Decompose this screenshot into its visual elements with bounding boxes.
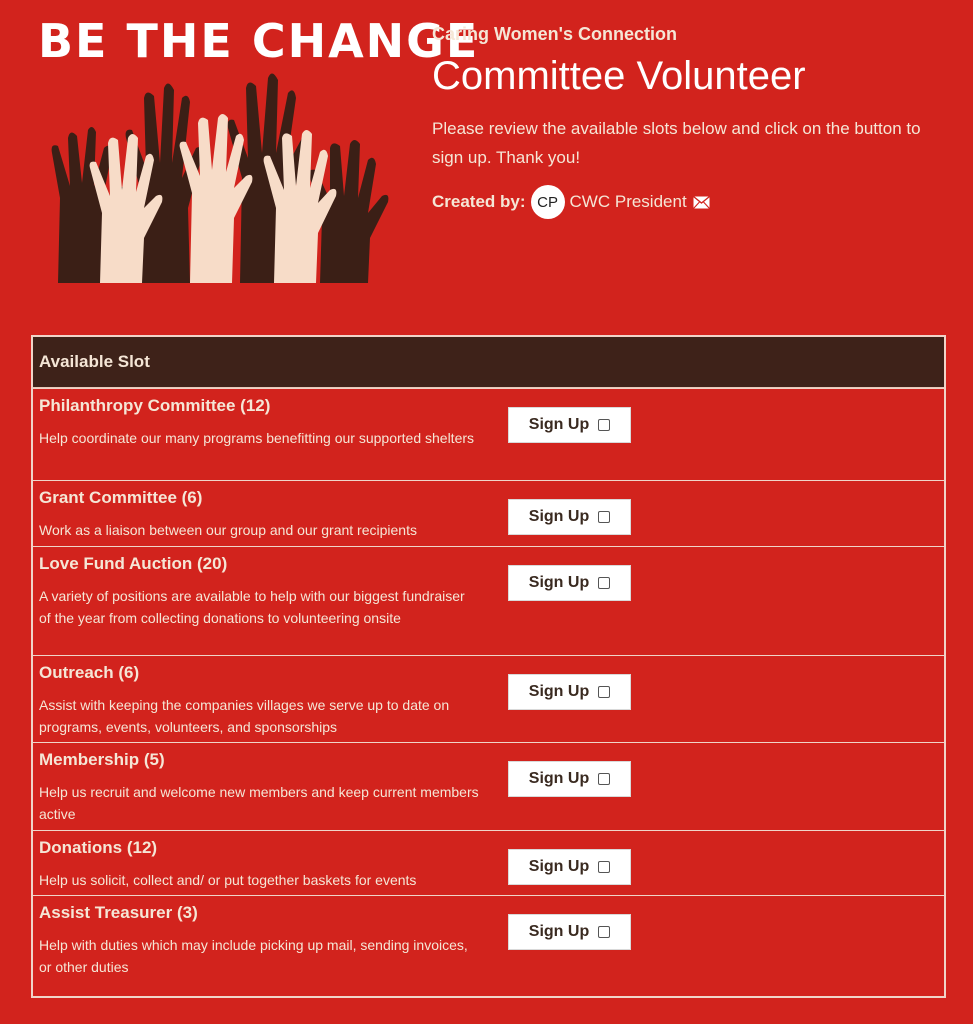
slot-description: Assist with keeping the companies villages we serve up to date on programs, events, volunteers, and sponsorships (39, 697, 450, 735)
slot-row (33, 742, 944, 830)
sign-up-checkbox[interactable] (598, 577, 610, 589)
creator-name: CWC President (569, 192, 687, 211)
slot-description: A variety of positions are available to help with our biggest fundraiser of the year from collecting donations to volunteering onsite (39, 588, 465, 626)
sign-up-checkbox[interactable] (598, 686, 610, 698)
created-by (432, 185, 952, 219)
slot-description: Help us solicit, collect and/ or put together baskets for events (39, 872, 417, 888)
sign-up-button[interactable] (508, 849, 631, 885)
organization-name: Caring Women's Connection (432, 24, 677, 44)
page-description: Please review the available slots below and click on the button to sign up. Thank you! (432, 119, 921, 167)
slot-row (33, 830, 944, 895)
sign-up-label: Sign Up (528, 858, 590, 875)
sign-up-checkbox[interactable] (598, 419, 610, 431)
slot-title: Grant Committee (6) (39, 488, 203, 507)
slots-table (31, 335, 946, 998)
slot-description: Work as a liaison between our group and our grant recipients (39, 522, 417, 538)
slot-title: Membership (5) (39, 750, 165, 769)
sign-up-button[interactable] (508, 407, 631, 443)
sign-up-label: Sign Up (528, 923, 590, 940)
sign-up-checkbox[interactable] (598, 861, 610, 873)
sign-up-checkbox[interactable] (598, 773, 610, 785)
sign-up-label: Sign Up (528, 683, 590, 700)
slot-title: Outreach (6) (39, 663, 140, 682)
slot-title: Donations (12) (39, 838, 158, 857)
slot-description: Help us recruit and welcome new members and keep current members active (39, 784, 479, 822)
slot-title: Assist Treasurer (3) (39, 903, 198, 922)
slot-row (33, 546, 944, 655)
avatar: CP (531, 185, 565, 219)
slot-row (33, 480, 944, 546)
sign-up-label: Sign Up (528, 770, 590, 787)
slot-description: Help with duties which may include picking up mail, sending invoices, or other duties (39, 937, 468, 975)
slot-row (33, 388, 944, 480)
sign-up-button[interactable] (508, 914, 631, 950)
slot-row (33, 895, 944, 997)
sign-up-button[interactable] (508, 761, 631, 797)
header-info (432, 22, 952, 219)
slot-row (33, 655, 944, 742)
sign-up-label: Sign Up (528, 416, 590, 433)
banner-title: BE THE CHANGE (38, 14, 480, 68)
sign-up-button[interactable] (508, 499, 631, 535)
slot-title: Philanthropy Committee (12) (39, 396, 271, 415)
sign-up-checkbox[interactable] (598, 511, 610, 523)
sign-up-checkbox[interactable] (598, 926, 610, 938)
sign-up-button[interactable] (508, 565, 631, 601)
mail-icon[interactable] (693, 196, 710, 209)
sign-up-button[interactable] (508, 674, 631, 710)
slot-description: Help coordinate our many programs benefitting our supported shelters (39, 430, 475, 446)
page-title: Committee Volunteer (432, 54, 806, 98)
slot-title: Love Fund Auction (20) (39, 554, 228, 573)
table-header: Available Slot (33, 337, 944, 388)
sign-up-label: Sign Up (528, 574, 590, 591)
created-by-label: Created by: (432, 192, 526, 211)
sign-up-label: Sign Up (528, 508, 590, 525)
raised-hands-illustration (30, 68, 405, 283)
